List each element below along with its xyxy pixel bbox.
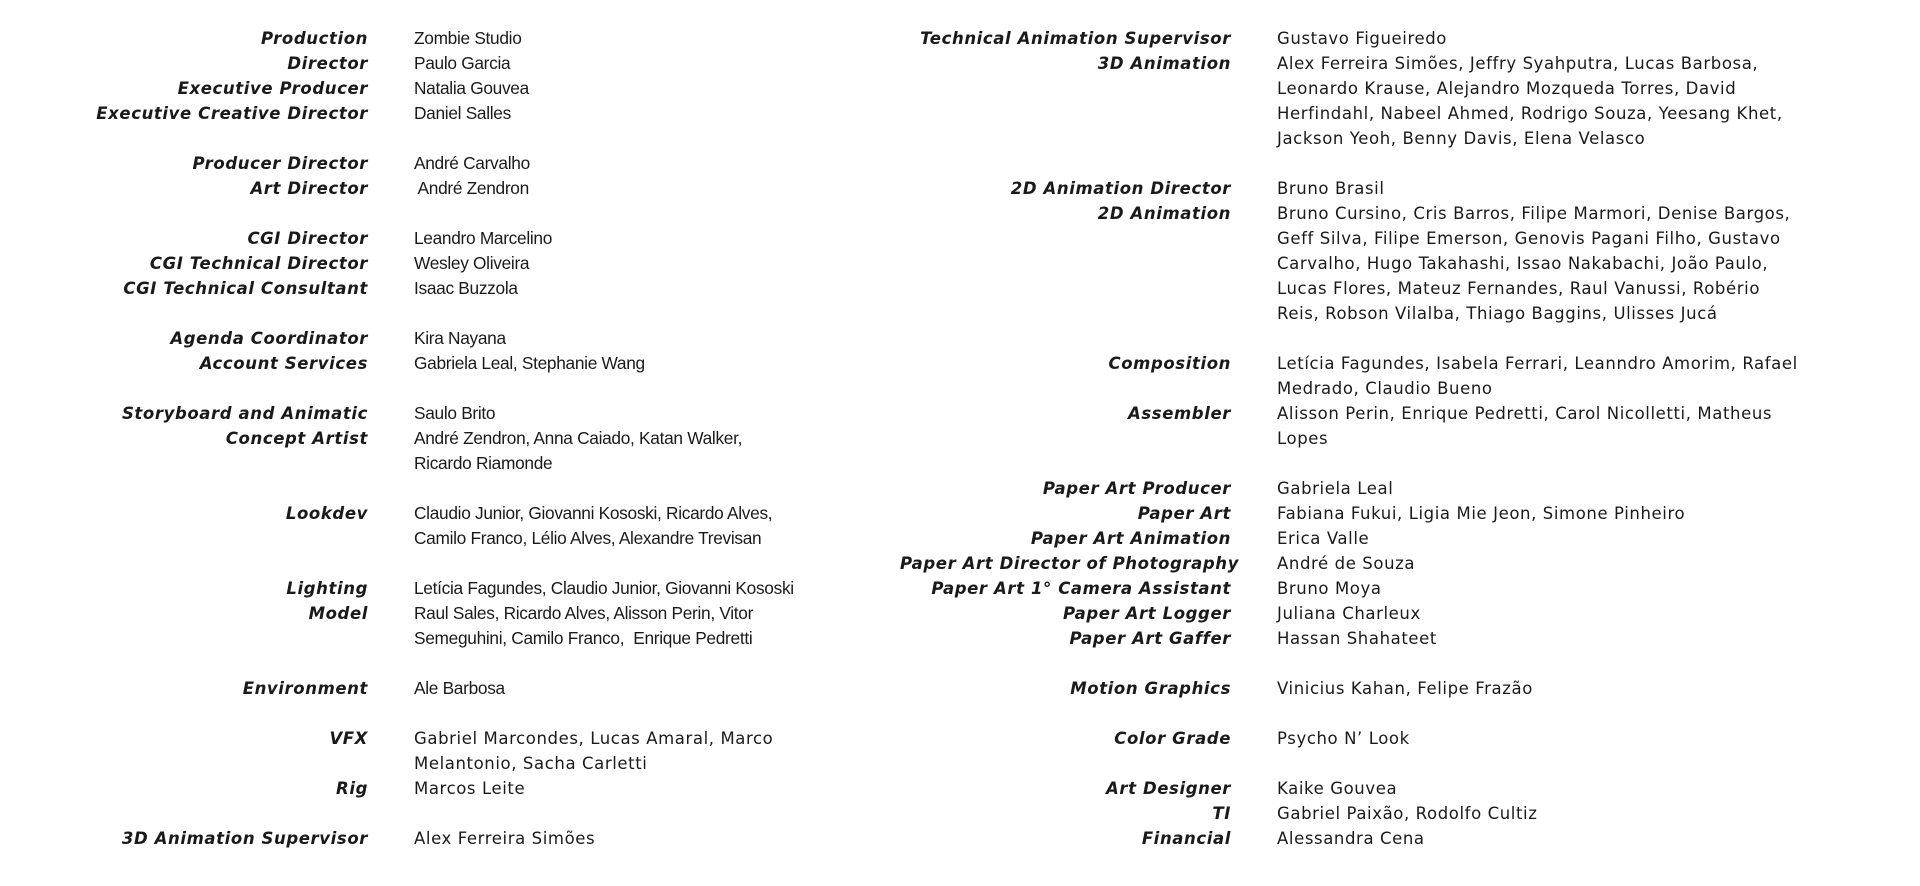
- credit-names: [1277, 51, 1877, 151]
- credit-names-line: Hassan Shahateet: [1277, 629, 1437, 648]
- credit-names-line: Juliana Charleux: [1277, 604, 1421, 623]
- credit-role: Environment: [242, 679, 368, 698]
- credit-names: [414, 426, 834, 476]
- credit-role: Technical Animation Supervisor: [920, 29, 1231, 48]
- credit-names: [414, 226, 834, 251]
- credit-names-line: André de Souza: [1277, 554, 1416, 573]
- credit-names: [1277, 801, 1877, 826]
- credit-role: Paper Art Gaffer: [1069, 629, 1231, 648]
- credit-names-line: Leandro Marcelino: [414, 228, 553, 248]
- credit-names: [414, 101, 834, 126]
- spacer: [0, 801, 900, 826]
- credit-row-ti: [900, 801, 1920, 826]
- credit-names-line: Kira Nayana: [414, 328, 506, 348]
- credit-names-line: Lucas Flores, Mateuz Fernandes, Raul Vanussi, Robério: [1277, 279, 1761, 298]
- credit-names-line: Camilo Franco, Lélio Alves, Alexandre Trevisan: [414, 528, 762, 548]
- credit-row-paper-art-1-camera-assistant: [900, 576, 1920, 601]
- credit-names-line: André Carvalho: [414, 153, 530, 173]
- credit-names: [1277, 201, 1877, 326]
- credit-names: [414, 276, 834, 301]
- credit-role: Color Grade: [1114, 729, 1231, 748]
- credit-names: [1277, 26, 1877, 51]
- credit-row-composition: [900, 351, 1920, 401]
- credit-role: CGI Director: [247, 229, 368, 248]
- spacer: [900, 151, 1920, 176]
- credit-names: [414, 251, 834, 276]
- credit-names-line: Paulo Garcia: [414, 53, 511, 73]
- credit-names-line: Alessandra Cena: [1277, 829, 1425, 848]
- credit-row-concept-artist: [0, 426, 900, 476]
- credit-row-producer-director: [0, 151, 900, 176]
- credit-names-line: Lopes: [1277, 429, 1329, 448]
- spacer: [900, 701, 1920, 726]
- credit-role: Assembler: [1128, 404, 1231, 423]
- credit-names-line: Gabriel Paixão, Rodolfo Cultiz: [1277, 804, 1538, 823]
- credit-row-motion-graphics: [900, 676, 1920, 701]
- credit-role: Paper Art Producer: [1042, 479, 1231, 498]
- credit-row-art-director: [0, 176, 900, 201]
- credit-names: [1277, 551, 1877, 576]
- credit-names: [414, 76, 834, 101]
- credit-names: [414, 601, 834, 651]
- credit-names: [414, 826, 834, 851]
- credit-names-line: Letícia Fagundes, Claudio Junior, Giovanni Kososki: [414, 578, 794, 598]
- credit-row-agenda-coordinator: [0, 326, 900, 351]
- spacer: [0, 551, 900, 576]
- credit-role: Producer Director: [192, 154, 368, 173]
- credit-row-financial: [900, 826, 1920, 851]
- credit-names-line: Bruno Brasil: [1277, 179, 1385, 198]
- credit-names-line: Ricardo Riamonde: [414, 453, 553, 473]
- credit-names: [1277, 526, 1877, 551]
- credit-names-line: Wesley Oliveira: [414, 253, 530, 273]
- credit-row-rig: [0, 776, 900, 801]
- credit-names: [1277, 676, 1877, 701]
- credit-role: CGI Technical Director: [149, 254, 368, 273]
- credit-role: Production: [260, 29, 368, 48]
- credit-row-assembler: [900, 401, 1920, 451]
- credit-row-cgi-director: [0, 226, 900, 251]
- credit-names: [414, 176, 834, 201]
- credit-role: 3D Animation: [1097, 54, 1231, 73]
- credit-role: Lighting: [286, 579, 368, 598]
- credit-role: Motion Graphics: [1070, 679, 1231, 698]
- credit-names-line: Reis, Robson Vilalba, Thiago Baggins, Ulisses Jucá: [1277, 304, 1718, 323]
- credit-names: [414, 326, 834, 351]
- credit-names-line: Fabiana Fukui, Ligia Mie Jeon, Simone Pinheiro: [1277, 504, 1686, 523]
- credit-names-line: Marcos Leite: [414, 779, 526, 798]
- credit-row-2d-animation: [900, 201, 1920, 326]
- credit-row-director: [0, 51, 900, 76]
- credit-row-paper-art-animation: [900, 526, 1920, 551]
- credit-names-line: Gabriela Leal, Stephanie Wang: [414, 353, 645, 373]
- credit-row-paper-art-producer: [900, 476, 1920, 501]
- credit-role: Paper Art Logger: [1063, 604, 1231, 623]
- credit-names: [1277, 501, 1877, 526]
- credit-row-technical-animation-supervisor: [900, 26, 1920, 51]
- credit-names-line: Ale Barbosa: [414, 678, 505, 698]
- credit-names-line: Leonardo Krause, Alejandro Mozqueda Torres, David: [1277, 79, 1737, 98]
- credit-role: Concept Artist: [225, 429, 368, 448]
- credit-role: Model: [308, 604, 368, 623]
- spacer: [0, 126, 900, 151]
- credit-row-model: [0, 601, 900, 651]
- spacer: [0, 651, 900, 676]
- credit-names-line: Vinicius Kahan, Felipe Frazão: [1277, 679, 1533, 698]
- credit-names: [1277, 351, 1877, 401]
- credit-row-vfx: [0, 726, 900, 776]
- credit-row-paper-art-logger: [900, 601, 1920, 626]
- credit-role: CGI Technical Consultant: [123, 279, 368, 298]
- credit-names: [1277, 401, 1877, 451]
- credit-names: [414, 676, 834, 701]
- credit-role: 2D Animation: [1097, 204, 1231, 223]
- credit-names-line: Zombie Studio: [414, 28, 522, 48]
- spacer: [900, 451, 1920, 476]
- credit-role: Paper Art 1° Camera Assistant: [931, 579, 1231, 598]
- credit-names-line: Gabriela Leal: [1277, 479, 1394, 498]
- credit-role: Paper Art Animation: [1030, 529, 1231, 548]
- credit-row-paper-art: [900, 501, 1920, 526]
- spacer: [0, 476, 900, 501]
- credit-row-storyboard-and-animatic: [0, 401, 900, 426]
- spacer: [900, 751, 1920, 776]
- credit-role: Agenda Coordinator: [170, 329, 368, 348]
- credit-row-cgi-technical-consultant: [0, 276, 900, 301]
- credit-names-line: Geff Silva, Filipe Emerson, Genovis Pagani Filho, Gustavo: [1277, 229, 1781, 248]
- credit-names: [1277, 776, 1877, 801]
- credit-names: [414, 576, 834, 601]
- credit-row-cgi-technical-director: [0, 251, 900, 276]
- credit-names: [414, 726, 834, 776]
- credit-row-3d-animation: [900, 51, 1920, 151]
- credit-role: Storyboard and Animatic: [121, 404, 368, 423]
- credit-names-line: Isaac Buzzola: [414, 278, 518, 298]
- credit-role: Paper Art: [1137, 504, 1231, 523]
- credit-names-line: Alex Ferreira Simões, Jeffry Syahputra, Lucas Barbosa,: [1277, 54, 1759, 73]
- credit-names: [1277, 826, 1877, 851]
- credit-names-line: Melantonio, Sacha Carletti: [414, 754, 648, 773]
- credit-row-executive-creative-director: [0, 101, 900, 126]
- credit-names-line: André Zendron, Anna Caiado, Katan Walker,: [414, 428, 743, 448]
- credit-role: Art Designer: [1106, 779, 1231, 798]
- credit-role: VFX: [329, 729, 368, 748]
- credit-names-line: Carvalho, Hugo Takahashi, Issao Nakabachi, João Paulo,: [1277, 254, 1769, 273]
- credit-row-2d-animation-director: [900, 176, 1920, 201]
- credit-names: [1277, 626, 1877, 651]
- credit-role: Financial: [1141, 829, 1231, 848]
- credit-role: Composition: [1108, 354, 1231, 373]
- credit-row-3d-animation-supervisor: [0, 826, 900, 851]
- credit-names: [414, 776, 834, 801]
- credit-row-environment: [0, 676, 900, 701]
- credit-names: [1277, 476, 1877, 501]
- credit-role: Director: [287, 54, 368, 73]
- credit-names: [1277, 576, 1877, 601]
- credit-role: Art Director: [250, 179, 368, 198]
- credit-names: [414, 351, 834, 376]
- credit-names-line: Daniel Salles: [414, 103, 511, 123]
- credit-names-line: Saulo Brito: [414, 403, 496, 423]
- spacer: [0, 376, 900, 401]
- credit-names: [414, 51, 834, 76]
- credit-row-lookdev: [0, 501, 900, 551]
- credit-role: 2D Animation Director: [1010, 179, 1231, 198]
- credit-row-art-designer: [900, 776, 1920, 801]
- credit-names-line: Natalia Gouvea: [414, 78, 529, 98]
- credit-names-line: Medrado, Claudio Bueno: [1277, 379, 1493, 398]
- credit-role: Lookdev: [285, 504, 368, 523]
- credit-row-paper-art-gaffer: [900, 626, 1920, 651]
- credit-role: Paper Art Director of Photography: [900, 554, 1240, 573]
- credit-names-line: Raul Sales, Ricardo Alves, Alisson Perin, Vitor: [414, 603, 754, 623]
- credit-names-line: Alex Ferreira Simões: [414, 829, 596, 848]
- credit-row-paper-art-director-of-photography: [900, 551, 1920, 576]
- credit-row-executive-producer: [0, 76, 900, 101]
- credit-role: Rig: [336, 779, 368, 798]
- credits-column-left: [0, 26, 900, 851]
- spacer: [900, 651, 1920, 676]
- credit-names-line: Herfindahl, Nabeel Ahmed, Rodrigo Souza, Yeesang Khet,: [1277, 104, 1783, 123]
- spacer: [0, 701, 900, 726]
- credit-names-line: André Zendron: [414, 178, 529, 198]
- credit-row-color-grade: [900, 726, 1920, 751]
- credits-column-right: [900, 26, 1920, 851]
- credit-names-line: Kaike Gouvea: [1277, 779, 1398, 798]
- credit-names: [414, 401, 834, 426]
- credit-names: [1277, 601, 1877, 626]
- spacer: [900, 326, 1920, 351]
- credit-names-line: Psycho N’ Look: [1277, 729, 1410, 748]
- credit-role: 3D Animation Supervisor: [121, 829, 368, 848]
- credit-row-account-services: [0, 351, 900, 376]
- credit-names-line: Bruno Moya: [1277, 579, 1382, 598]
- credit-names: [1277, 176, 1877, 201]
- spacer: [0, 301, 900, 326]
- credit-names-line: Jackson Yeoh, Benny Davis, Elena Velasco: [1277, 129, 1646, 148]
- credit-row-lighting: [0, 576, 900, 601]
- credit-names-line: Gabriel Marcondes, Lucas Amaral, Marco: [414, 729, 774, 748]
- credit-names: [414, 26, 834, 51]
- credit-names: [1277, 726, 1877, 751]
- credit-row-production: [0, 26, 900, 51]
- credit-names-line: Bruno Cursino, Cris Barros, Filipe Marmori, Denise Bargos,: [1277, 204, 1791, 223]
- credit-names-line: Letícia Fagundes, Isabela Ferrari, Leanndro Amorim, Rafael: [1277, 354, 1798, 373]
- credit-role: Executive Creative Director: [96, 104, 368, 123]
- credit-names-line: Alisson Perin, Enrique Pedretti, Carol Nicolletti, Matheus: [1277, 404, 1773, 423]
- credit-names: [414, 151, 834, 176]
- credit-role: Account Services: [199, 354, 368, 373]
- credit-names-line: Claudio Junior, Giovanni Kososki, Ricardo Alves,: [414, 503, 773, 523]
- credit-names-line: Semeguhini, Camilo Franco, Enrique Pedretti: [414, 628, 753, 648]
- credit-role: TI: [1212, 804, 1231, 823]
- credit-names-line: Gustavo Figueiredo: [1277, 29, 1448, 48]
- spacer: [0, 201, 900, 226]
- credit-role: Executive Producer: [177, 79, 368, 98]
- credit-names: [414, 501, 834, 551]
- credit-names-line: Erica Valle: [1277, 529, 1370, 548]
